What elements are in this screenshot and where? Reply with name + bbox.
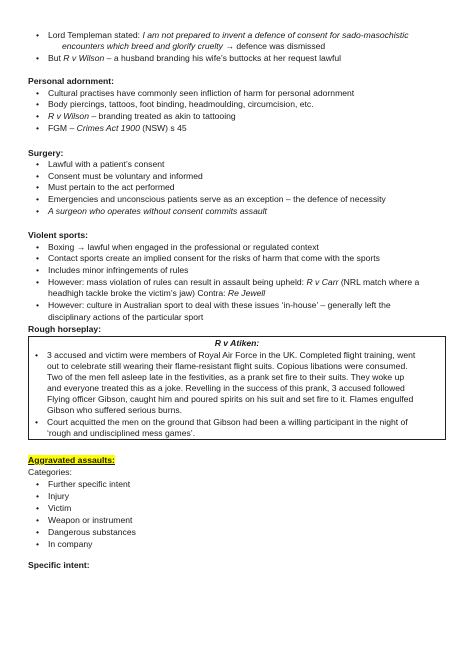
list-item-continuation: Gibson who suffered serious burns.: [47, 405, 183, 415]
bullet-icon: •: [36, 99, 40, 109]
text-run: Consent must be voluntary and informed: [48, 171, 203, 181]
text-run: disciplinary actions of the particular sport: [48, 312, 204, 322]
text-run-italic: R v Wilson: [48, 111, 89, 121]
list-item: [36, 300, 391, 311]
section-heading: Specific intent:: [28, 560, 90, 570]
text-run: Victim: [48, 503, 72, 513]
list-item-continuation: out to celebrate still wearing their flame-resistant flight suits. Copious libations were consumed.: [47, 361, 408, 371]
list-item: [36, 53, 341, 64]
highlight-text: Aggravated assaults:: [28, 455, 115, 465]
bullet-icon: •: [36, 111, 40, 121]
bullet-icon: •: [36, 253, 40, 263]
section-heading-highlighted: [28, 455, 115, 466]
bullet-icon: •: [36, 206, 40, 216]
case-title: R v Atiken:: [214, 338, 260, 348]
text-run: But: [48, 53, 64, 63]
text-run: However: culture in Australian sport to deal with these issues ‘in-house’ – generally left the: [48, 300, 391, 310]
text-run: Weapon or instrument: [48, 515, 133, 525]
list-item: [36, 88, 354, 99]
text-run: Body piercings, tattoos, foot binding, headmoulding, circumcision, etc.: [48, 99, 314, 109]
section-heading: Violent sports:: [28, 230, 89, 240]
bullet-icon: •: [35, 417, 39, 427]
list-item: [36, 491, 69, 502]
list-item: [36, 99, 314, 110]
text-run-italic: R v Carr: [306, 277, 339, 287]
text-run-italic: Crimes Act 1900: [76, 123, 140, 133]
bullet-icon: •: [36, 88, 40, 98]
text-run: Court acquitted the men on the ground that Gibson had been a willing participant in the night of: [47, 417, 408, 427]
text-run: Boxing → lawful when engaged in the professional or regulated context: [48, 242, 319, 252]
bullet-icon: •: [36, 53, 40, 63]
bullet-icon: •: [36, 194, 40, 204]
text-run: Lawful with a patient’s consent: [48, 159, 165, 169]
bullet-icon: •: [36, 527, 40, 537]
text-run: Dangerous substances: [48, 527, 136, 537]
text-run-italic: A surgeon who operates without consent commits assault: [48, 206, 267, 216]
text-run-italic: encounters which breed and glorify cruelty: [62, 41, 223, 51]
list-item: [35, 350, 415, 361]
text-run: 3 accused and victim were members of Royal Air Force in the UK. Completed flight training, went: [47, 350, 416, 360]
section-heading: Personal adornment:: [28, 76, 114, 86]
list-item: [36, 503, 71, 514]
text-run: Cultural practises have commonly seen infliction of harm for personal adornment: [48, 88, 355, 98]
text-run: – branding treated as akin to tattooing: [89, 111, 236, 121]
bullet-icon: •: [35, 350, 39, 360]
list-item-continuation: [62, 41, 325, 52]
section-heading: Rough horseplay:: [28, 324, 102, 334]
list-item-continuation: Flying officer Gibson, caught him and poured spirits on his suit and set fire to it. Flames engulfed: [47, 394, 414, 404]
text-run: (NSW) s 45: [139, 123, 187, 133]
bullet-icon: •: [36, 539, 40, 549]
bullet-icon: •: [36, 182, 40, 192]
bullet-icon: •: [36, 265, 40, 275]
list-item: [36, 479, 130, 490]
categories-label: Categories:: [28, 467, 72, 477]
text-run: Further specific intent: [48, 479, 131, 489]
list-item: [36, 265, 188, 276]
text-run: Lord Templeman stated:: [48, 30, 143, 40]
bullet-icon: •: [36, 491, 40, 501]
text-run: (NRL match where a: [338, 277, 420, 287]
bullet-icon: •: [36, 123, 40, 133]
bullet-icon: •: [36, 277, 40, 287]
text-run: In company: [48, 539, 93, 549]
list-item: [36, 277, 419, 288]
list-item-continuation: [48, 288, 265, 299]
list-item: [36, 206, 267, 217]
section-heading: Surgery:: [28, 148, 64, 158]
text-run: Includes minor infringements of rules: [48, 265, 189, 275]
bullet-icon: •: [36, 171, 40, 181]
bullet-icon: •: [36, 300, 40, 310]
list-item: [36, 182, 175, 193]
bullet-icon: •: [36, 30, 40, 40]
text-run: FGM –: [48, 123, 77, 133]
list-item-continuation: [48, 312, 203, 323]
list-item-continuation: ‘rough and undisciplined mess games’.: [47, 428, 196, 438]
text-run: Contact sports create an implied consent for the risks of harm that come with the sports: [48, 253, 380, 263]
list-item-continuation: Two of the men fell asleep late in the festivities, as a prank set fire to their suits. They woke up: [47, 372, 405, 382]
list-item: [36, 111, 236, 122]
list-item: [36, 253, 380, 264]
list-item: [35, 417, 408, 428]
bullet-icon: •: [36, 159, 40, 169]
list-item: [36, 515, 132, 526]
text-run: – a husband branding his wife’s buttocks at her request lawful: [104, 53, 342, 63]
list-item: [36, 194, 386, 205]
list-item: [36, 159, 164, 170]
list-item: [36, 527, 136, 538]
list-item: [36, 171, 203, 182]
list-item: [36, 539, 92, 550]
bullet-icon: •: [36, 503, 40, 513]
text-run-italic: I am not prepared to invent a defence of consent for sado-masochistic: [142, 30, 409, 40]
list-item-continuation: and everyone treated this as a joke. Revelling in the success of this prank, 3 accused followed: [47, 383, 405, 393]
case-box: [28, 336, 446, 440]
text-run: Injury: [48, 491, 70, 501]
text-run-italic: R v Wilson: [63, 53, 105, 63]
list-item: [36, 123, 187, 134]
bullet-icon: •: [36, 479, 40, 489]
list-item: [36, 242, 319, 253]
bullet-icon: •: [36, 242, 40, 252]
bullet-icon: •: [36, 515, 40, 525]
text-run: headhigh tackle broke the victim’s jaw) Contra:: [48, 288, 228, 298]
text-run-italic: Re Jewell: [227, 288, 266, 298]
text-run: Emergencies and unconscious patients serve as an exception – the defence of necessity: [48, 194, 386, 204]
text-run: → defence was dismissed: [222, 41, 326, 51]
text-run: However: mass violation of rules can result in assault being upheld:: [48, 277, 307, 287]
list-item: [36, 30, 409, 41]
text-run: Must pertain to the act performed: [48, 182, 175, 192]
